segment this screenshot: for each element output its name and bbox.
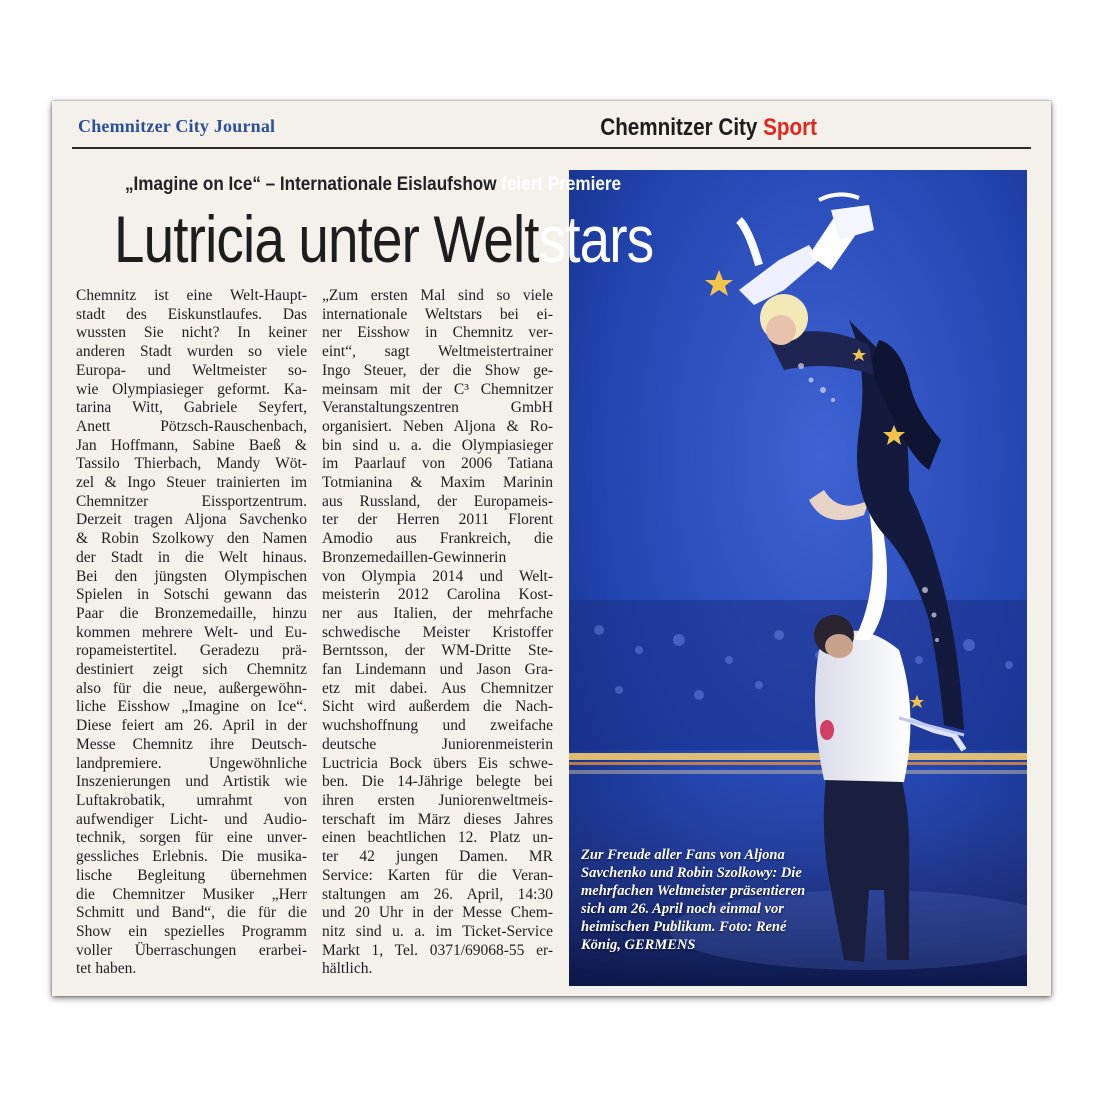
article-line: ben. Die 14-Jährige belegte bei	[322, 773, 553, 791]
headline	[114, 201, 653, 277]
article-line: Chemnitz ist eine Welt-Haupt-	[76, 287, 307, 304]
headline-dark: Lutricia unter Welt	[114, 202, 539, 276]
article-line: Schmitt und Band“, die für die	[76, 904, 307, 922]
article-line: der Stadt in die Welt hinaus.	[76, 548, 307, 566]
article-line: gessliches Erlebnis. Die musika-	[76, 848, 307, 866]
article-line: Derzeit tragen Aljona Savchenko	[76, 511, 307, 529]
section-title-sport: Sport	[763, 114, 817, 141]
publication-name: Chemnitzer City Journal	[78, 116, 276, 136]
article-line: schwedische Meister Kristoffer	[322, 623, 553, 641]
article-line: zel & Ingo Steuer trainierten im	[76, 474, 307, 492]
article-line: aufwendiger Licht- und Audio-	[76, 810, 307, 828]
section-title	[600, 114, 817, 142]
kicker-dark: „Imagine on Ice“ – Internationale Eislaufshow	[125, 174, 502, 195]
section-title-main: Chemnitzer City	[600, 114, 764, 141]
article-line: Sicht wird außerdem die Nach-	[322, 698, 553, 716]
article-line: meisterin 2012 Carolina Kost-	[322, 586, 553, 604]
article-line: Tassilo Thierbach, Mandy Wöt-	[76, 455, 307, 473]
article-line: „Zum ersten Mal sind so viele	[322, 287, 553, 304]
article-line: einen beachtlichen 12. Platz un-	[322, 829, 553, 847]
article-line: wussten Sie nicht? In keiner	[76, 324, 307, 342]
article-line: stadt des Eiskunstlaufes. Das	[76, 305, 307, 323]
article-line: Totmianina & Maxim Marinin	[322, 474, 553, 492]
article-line: Diese feiert am 26. April in der	[76, 717, 307, 735]
article-line: Amodio aus Frankreich, die	[322, 530, 553, 548]
article-line: also für die neue, außergewöhn-	[76, 679, 307, 697]
article-line: Anett Pötzsch-Rauschenbach,	[76, 417, 307, 435]
headline-light: stars	[538, 202, 654, 276]
article-line: Inszenierungen und Artistik wie	[76, 773, 307, 791]
article-line: anderen Stadt wurden so viele	[76, 343, 307, 361]
article-line: von Olympia 2014 und Welt-	[322, 567, 553, 585]
article-line: bin sind u. a. die Olympiasieger	[322, 436, 553, 454]
article-line: ter der Herren 2011 Florent	[322, 511, 553, 529]
article-line: Markt 1, Tel. 0371/69068-55 er-	[322, 941, 553, 959]
article-line: Bronzemedaillen-Gewinnerin	[322, 548, 507, 566]
article-line: deutsche Juniorenmeisterin	[322, 735, 553, 753]
article-line: fan Lindemann und Jason Gra-	[322, 661, 553, 679]
article-line: ropameistertitel. Geradezu prä-	[76, 642, 307, 660]
article-line: ihren ersten Juniorenweltmeis-	[322, 791, 553, 809]
article-line: technik, sorgen für eine unver-	[76, 829, 307, 847]
article-column-2	[322, 287, 553, 979]
article-line: internationale Weltstars bei ei-	[322, 305, 553, 323]
article-line: eint“, sagt Weltmeistertrainer	[322, 343, 553, 361]
article-line: staltungen am 26. April, 14:30	[322, 885, 553, 903]
photo-caption: Zur Freude aller Fans von Aljona Savchenko und Robin Szolkowy: Die mehrfachen Weltmeister präsentieren sich am 26. April noch einmal vor heimischen Publikum. Foto: René König, GERMENS	[581, 847, 806, 953]
article-line: Show ein spezielles Programm	[76, 922, 307, 940]
article-line: kommen mehrere Welt- und Eu-	[76, 623, 307, 641]
article-column-1	[76, 287, 307, 979]
article-line: Jan Hoffmann, Sabine Baeß &	[76, 436, 307, 454]
newspaper-clipping	[52, 101, 1051, 996]
article-line: Messe Chemnitz ihre Deutsch-	[76, 735, 307, 753]
article-line: Luctricia Bock übers Eis schwe-	[322, 754, 553, 772]
article-line: Berntsson, der WM-Dritte Ste-	[322, 642, 553, 660]
article-line: etz mit dabei. Aus Chemnitzer	[322, 679, 553, 697]
article-line: voller Überraschungen erarbei-	[76, 941, 307, 959]
article-line: nitz sind u. a. im Ticket-Service	[322, 922, 553, 940]
article-line: tarina Witt, Gabriele Seyfert,	[76, 399, 307, 417]
article-line: ter 42 jungen Damen. MR	[322, 848, 553, 866]
article-line: wie Olympiasieger geformt. Ka-	[76, 380, 307, 398]
kicker-light: feiert Premiere	[501, 174, 622, 195]
article-line: Veranstaltungszentren GmbH	[322, 399, 553, 417]
article-line: Chemnitzer Eissportzentrum.	[76, 492, 307, 510]
article-line: im Paarlauf von 2006 Tatiana	[322, 455, 553, 473]
article-line: meinsam mit der C³ Chemnitzer	[322, 380, 553, 398]
article-line: tet haben.	[76, 960, 137, 978]
article-line: Service: Karten für die Veran-	[322, 866, 553, 884]
article-line: liche Eisshow „Imagine on Ice“.	[76, 698, 307, 716]
article-line: aus Russland, der Europameis-	[322, 492, 553, 510]
article-line: Luftakrobatik, umrahmt von	[76, 791, 307, 809]
article-line: & Robin Szolkowy den Namen	[76, 530, 307, 548]
article-line: lische Begleitung übernehmen	[76, 866, 307, 884]
article-line: landpremiere. Ungewöhnliche	[76, 754, 307, 772]
article-line: Ingo Steuer, der die Show ge-	[322, 361, 553, 379]
skating-photo	[569, 170, 1027, 986]
article-line: wuchshoffnung und zweifache	[322, 717, 553, 735]
article-line: die Chemnitzer Musiker „Herr	[76, 885, 307, 903]
article-line: ner Eisshow in Chemnitz ver-	[322, 324, 553, 342]
article-line: Spielen in Sotschi gewann das	[76, 586, 307, 604]
article-line: terschaft im März dieses Jahres	[322, 810, 553, 828]
article-line: destiniert zeigt sich Chemnitz	[76, 661, 307, 679]
header-rule	[72, 147, 1031, 149]
article-line: Paar die Bronzemedaille, hinzu	[76, 604, 307, 622]
article-line: Europa- und Weltmeister so-	[76, 361, 307, 379]
article-line: hältlich.	[322, 960, 373, 978]
article-line: und 20 Uhr in der Messe Chem-	[322, 904, 553, 922]
article-line: ner aus Italien, der mehrfache	[322, 604, 553, 622]
article-line: organisiert. Neben Aljona & Ro-	[322, 417, 553, 435]
article-line: Bei den jüngsten Olympischen	[76, 567, 307, 585]
kicker	[125, 174, 621, 196]
